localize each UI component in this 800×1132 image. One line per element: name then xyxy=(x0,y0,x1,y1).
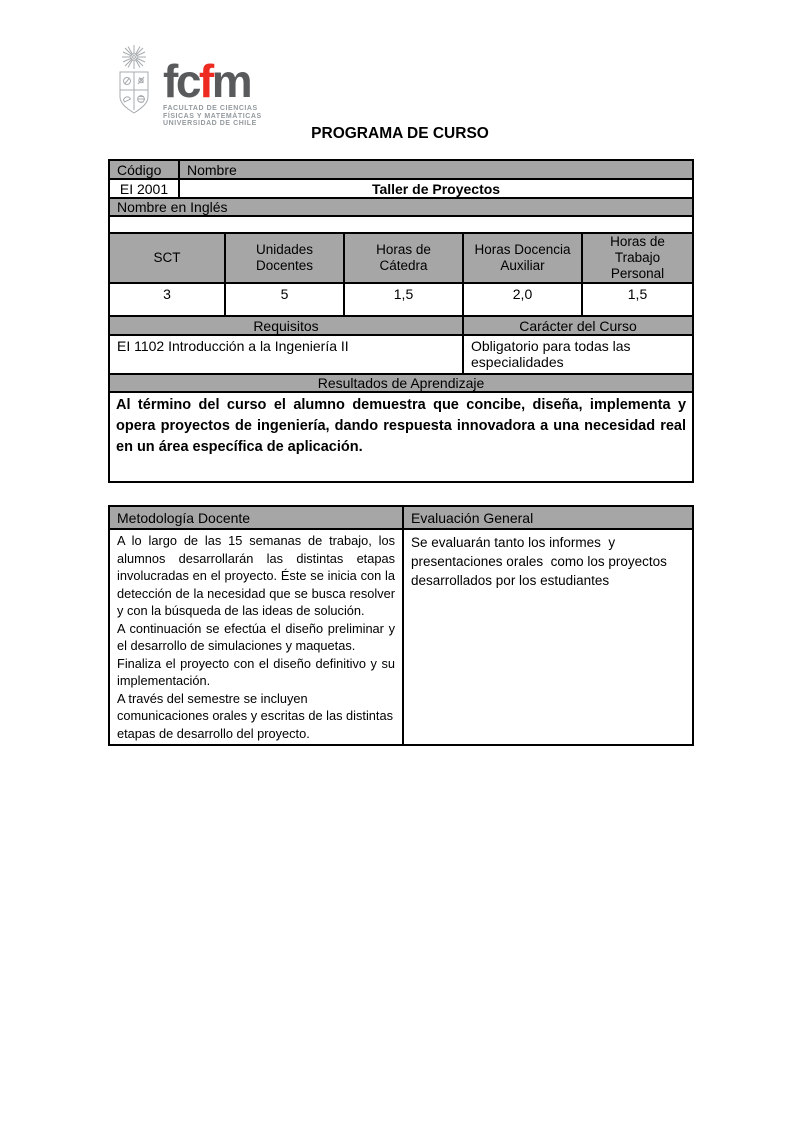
wordmark-m: m xyxy=(211,55,251,107)
caption-line-1: FACULTAD DE CIENCIAS xyxy=(163,105,258,112)
horas-catedra-header-cell: Horas de Cátedra xyxy=(344,233,463,283)
table-row xyxy=(109,529,693,745)
table-row xyxy=(109,283,693,316)
evaluacion-header-cell: Evaluación General xyxy=(403,506,693,529)
horas-trabajo-personal-header-cell: Horas de Trabajo Personal xyxy=(582,233,693,283)
codigo-label-cell: Código xyxy=(109,160,179,179)
resultados-label-cell: Resultados de Aprendizaje xyxy=(109,374,693,392)
sct-value-cell: 3 xyxy=(109,283,225,316)
caracter-value-cell: Obligatorio para todas las especialidades xyxy=(463,335,693,374)
fcfm-logo xyxy=(112,44,262,128)
table-row xyxy=(109,179,693,198)
metodologia-paragraph: A lo largo de las 15 semanas de trabajo, los alumnos desarrollarán las distintas etapas involucradas en el proyecto. Éste se inicia con la detección de la necesidad que se busca resolver y con la búsqueda de las ideas de solución. xyxy=(117,533,395,618)
table-row xyxy=(109,316,693,335)
metodologia-paragraph: A continuación se efectúa el diseño preliminar y el desarrollo de simulaciones y maquetas. xyxy=(117,620,395,653)
caption-line-2: FÍSICAS Y MATEMÁTICAS xyxy=(163,112,262,120)
requisitos-label-cell: Requisitos xyxy=(109,316,463,335)
requisitos-value-cell: EI 1102 Introducción a la Ingeniería II xyxy=(109,335,463,374)
methodology-evaluation-table xyxy=(108,505,694,746)
table-row xyxy=(109,160,693,179)
unidades-docentes-header-cell: Unidades Docentes xyxy=(225,233,344,283)
table-row xyxy=(109,216,693,233)
fcfm-wordmark xyxy=(163,55,262,107)
nombre-ingles-label-cell: Nombre en Inglés xyxy=(109,198,693,216)
metodologia-paragraph: Finaliza el proyecto con el diseño definitivo y su implementación. xyxy=(117,655,395,688)
caption-line-3: UNIVERSIDAD DE CHILE xyxy=(163,120,257,127)
sct-header-cell: SCT xyxy=(109,233,225,283)
table-row xyxy=(109,392,693,482)
horas-catedra-value-cell: 1,5 xyxy=(344,283,463,316)
logo-text-block xyxy=(163,44,262,128)
table-row xyxy=(109,233,693,283)
resultados-value-cell: Al término del curso el alumno demuestra que concibe, diseña, implementa y opera proyectos de ingeniería, dando respuesta innovadora a una necesidad real en un área específica de aplicación. xyxy=(109,392,693,482)
caracter-label-cell: Carácter del Curso xyxy=(463,316,693,335)
horas-docencia-auxiliar-value-cell: 2,0 xyxy=(463,283,582,316)
nombre-ingles-value-cell xyxy=(109,216,693,233)
course-info-table xyxy=(108,159,694,483)
unidades-docentes-value-cell: 5 xyxy=(225,283,344,316)
university-crest-icon xyxy=(112,44,156,120)
metodologia-content-cell xyxy=(109,529,403,745)
metodologia-paragraph: A través del semestre se incluyen comunicaciones orales y escritas de las distintas etapas de desarrollo del proyecto. xyxy=(117,690,393,741)
nombre-value-cell: Taller de Proyectos xyxy=(179,179,693,198)
nombre-label-cell: Nombre xyxy=(179,160,693,179)
table-row xyxy=(109,198,693,216)
table-row xyxy=(109,335,693,374)
wordmark-fc: fc xyxy=(163,55,199,107)
page-title: PROGRAMA DE CURSO xyxy=(311,125,489,142)
table-row xyxy=(109,374,693,392)
horas-trabajo-personal-value-cell: 1,5 xyxy=(582,283,693,316)
wordmark-f-red: f xyxy=(198,55,212,107)
metodologia-header-cell: Metodología Docente xyxy=(109,506,403,529)
table-row xyxy=(109,506,693,529)
codigo-value-cell: EI 2001 xyxy=(109,179,179,198)
horas-docencia-auxiliar-header-cell: Horas Docencia Auxiliar xyxy=(463,233,582,283)
evaluacion-content-cell: Se evaluarán tanto los informes y presentaciones orales como los proyectos desarrollados por los estudiantes xyxy=(403,529,693,745)
